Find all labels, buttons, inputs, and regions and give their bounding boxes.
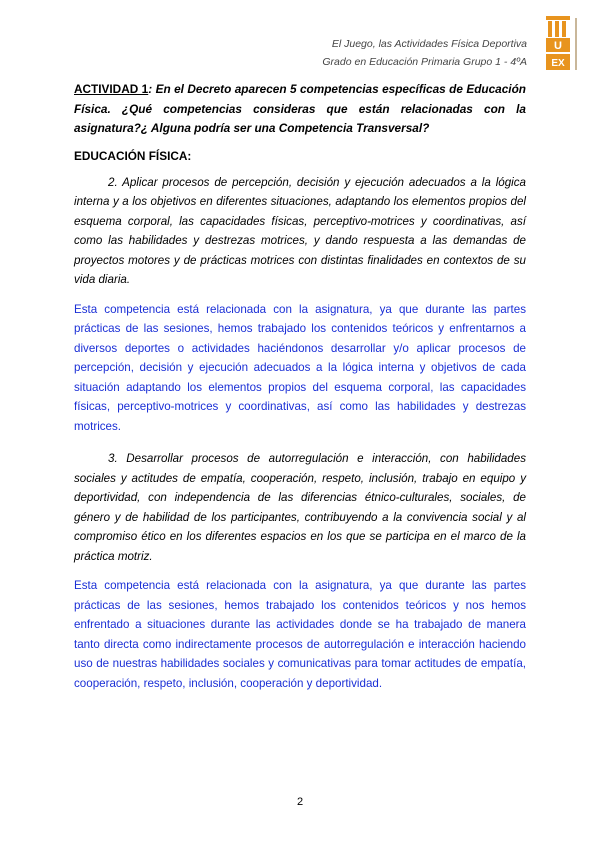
competency-2-answer: Esta competencia está relacionada con la asignatura, ya que durante las partes prácticas de las sesiones, hemos trabajado los contenidos teóricos y enfrentarnos a diversos deportes o actividades haciéndonos desarrollar y/o aplicar procesos de percepción, decisión y ejecución adecuados a la lógica interna y objetivos de cada situación adaptando los elementos propios del esquema corporal, las capacidades físicas, perceptivo-motrices y coordinativas, así como las habilidades y destrezas motrices.	[74, 302, 526, 433]
page-header	[322, 35, 527, 71]
document-body	[74, 80, 526, 706]
activity-label: ACTIVIDAD 1	[74, 82, 149, 96]
competency-3-text: 3. Desarrollar procesos de autorregulación e interacción, con habilidades sociales y actitudes de empatía, cooperación, respeto, inclusión, trabajo en equipo y deportividad, con independencia de las diferencias étnico-culturales, sociales, de género y de habilidad de los participantes, contribuyendo a la convivencia social y al compromiso ético en los diferentes espacios en los que se participa en el marco de la práctica motriz.	[74, 452, 526, 563]
uex-logo-icon	[544, 14, 582, 72]
activity-question: : En el Decreto aparecen 5 competencias específicas de Educación Física. ¿Qué competencias consideras que están relacionadas con la asignatura?¿ Alguna podría ser una Competencia Transversal?	[74, 82, 526, 135]
competency-3-answer: Esta competencia está relacionada con la asignatura, ya que durante las partes prácticas de las sesiones, hemos trabajado los contenidos teóricos y nos hemos enfrentado a situaciones durante las actividades donde se ha trabajado de manera tanto directa como indirectamente procesos de autorregulación e interacción haciendo uso de nuestras habilidades sociales y comunicativas para tomar actitudes de empatía, cooperación, respeto, inclusión, cooperación y deportividad.	[74, 579, 526, 690]
page-number: 2	[296, 796, 304, 808]
header-group-info: Grado en Educación Primaria Grupo 1 - 4ºA	[322, 56, 527, 68]
svg-text:U: U	[554, 40, 562, 52]
header-course-title: El Juego, las Actividades Física Deportiva	[331, 38, 527, 50]
section-title: EDUCACIÓN FÍSICA:	[74, 148, 192, 163]
competency-2-text: 2. Aplicar procesos de percepción, decisión y ejecución adecuados a la lógica interna y a los objetivos en diferentes situaciones, adaptando los elementos propios del esquema corporal, las capacidades físicas, perceptivo-motrices y coordinativas, así como las habilidades y destrezas motrices, y dando respuesta a las demandas de proyectos motores y de prácticas motrices con distintas finalidades en contextos de su vida diaria.	[74, 175, 526, 286]
activity-prompt	[74, 80, 526, 139]
uex-logo	[544, 14, 582, 72]
svg-text:EX: EX	[551, 58, 565, 69]
